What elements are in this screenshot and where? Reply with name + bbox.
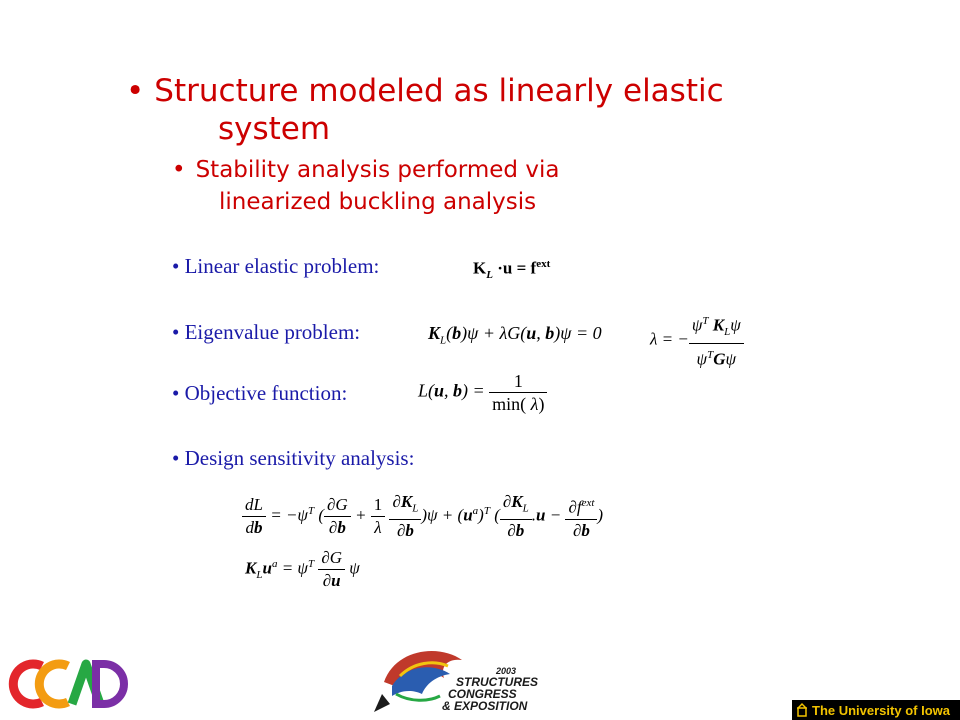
equation-adjoint: $K_Lu^a = \psi^T$ $\frac{\partial G}{\partial u}$ ψ (245, 548, 360, 590)
event-line3: & EXPOSITION (442, 699, 528, 713)
bullet-level2 (172, 154, 559, 218)
ccad-logo (13, 664, 124, 704)
item-objective: • Objective function: (172, 381, 348, 405)
item-design-sensitivity-label: Design sensitivity analysis: (184, 446, 415, 470)
item-objective-label: Objective function: (184, 381, 348, 405)
item-linear-elastic-label: Linear elastic problem: (184, 254, 380, 278)
bullet-dot: • (126, 73, 145, 109)
bullet-dot: • (172, 157, 186, 183)
equation-objective: L(u, b) = $\frac{1}{\min( \lambda)}$ (418, 370, 547, 415)
event-line1: STRUCTURES (456, 675, 539, 689)
bullet-level1 (126, 72, 724, 148)
equation-lambda: λ = − $\frac{\psi^T K_L\psi}{\psi^TG\psi}$ (650, 310, 744, 371)
university-of-iowa-badge (792, 700, 960, 720)
footer-logos (0, 636, 960, 720)
bullet-level2-line1: Stability analysis performed via (195, 157, 560, 183)
item-eigenvalue: • Eigenvalue problem: (172, 320, 361, 344)
bullet-level1-line2: system (218, 111, 331, 147)
item-design-sensitivity: • Design sensitivity analysis: (172, 446, 415, 470)
equation-linear-elastic: $K_L \cdot u = f^{ext}$ (473, 258, 551, 282)
equation-eigenvalue: $K_L(b)\psi + \lambda G(u$, b)ψ = 0 (428, 323, 602, 347)
equation-sensitivity: $\frac{dL}{db}$ = $-\psi^T$ ( $\frac{\partial G}{\partial b}$ + $\frac{1}{\lambda}$ $\frac{\partial K_L}{\partial b}$ )$\psi + (u^a)^T$ ( $\frac{\partial K_L}{\partial b}$ .u − $\frac{\partial f^{ext}}{\partial b}$ ) (242, 491, 603, 542)
structures-congress-logo (374, 651, 538, 713)
item-eigenvalue-label: Eigenvalue problem: (184, 320, 361, 344)
item-linear-elastic: • Linear elastic problem: (172, 254, 380, 278)
bullet-level1-line1: Structure modeled as linearly elastic (154, 73, 724, 109)
event-year: 2003 (496, 666, 517, 676)
university-name: The University of Iowa (812, 703, 950, 718)
bullet-level2-line2: linearized buckling analysis (219, 189, 537, 215)
event-line2: CONGRESS (448, 687, 517, 701)
